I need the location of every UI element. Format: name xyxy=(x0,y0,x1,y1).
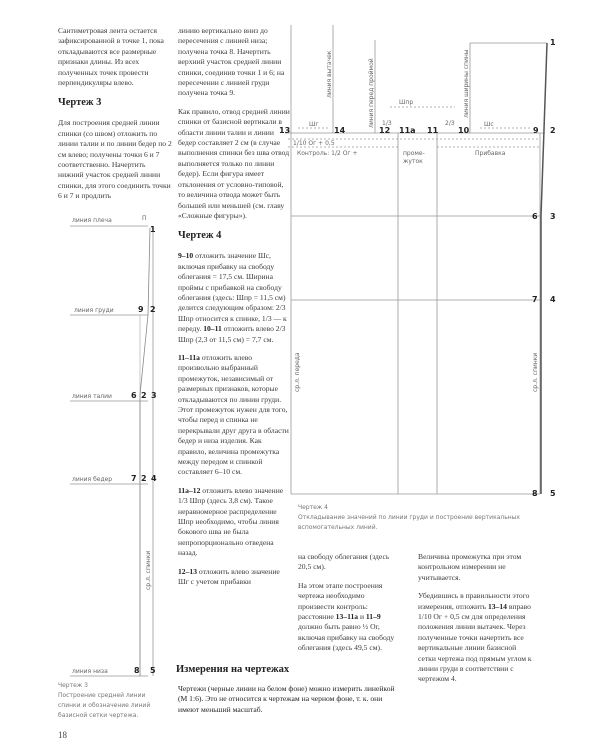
drawing-3 xyxy=(70,215,157,676)
waist-line-label: линия талии xyxy=(72,393,112,400)
point-2: 2 xyxy=(150,305,156,314)
measurements-text: Чертежи (черные линии на белом фоне) можно измерить линейкой (М 1:6). Это не относится к чертежам на черном фоне, т. к. они имеют меньший масштаб. xyxy=(178,684,395,714)
paragraph: Для построения средней линии спинки (со швом) отложить по линии талии и по линии бедер по 2 см влево; получены точки 6 и 7 соответственно. Начертить нижний участок средней линии спинки, для этого соединить точки 6 и 7 и продлить xyxy=(58,118,172,201)
point-1: 1 xyxy=(550,38,556,47)
paragraph: Сантиметровая лента остается зафиксированной в точке 1, пока откладываются все размерные признаки длины. Из всех полученных точек провести перпендикуляры влево. xyxy=(58,26,164,88)
caption-drawing-4 xyxy=(298,503,538,533)
drawing-4 xyxy=(279,25,556,498)
caption-title: Чертеж 4 xyxy=(298,504,328,511)
caption-title: Чертеж 3 xyxy=(58,682,88,689)
point-12: 12 xyxy=(379,126,391,135)
caption-drawing-3 xyxy=(58,681,163,721)
point-5: 5 xyxy=(150,666,156,675)
text: отложить влево 2/3 Шпр (2,3 от 11,5 см) = 7,7 см. xyxy=(178,324,286,344)
two-thirds-label: 2/3 xyxy=(445,120,455,127)
front-center-label: ср.л. переда xyxy=(294,352,301,392)
heading-drawing-3: Чертеж 3 xyxy=(58,97,102,109)
point-3: 3 xyxy=(550,212,556,221)
point-8: 8 xyxy=(532,489,538,498)
text: отложить значение Шс, включая прибавку на свободу облегания = 17,5 см. Ширина проймы с прибавкой на свободу облегания (здесь: Шпр = 11,5 см) делится следующим образом: 2/3 Шпр относится к спинке, 1/3 — к переду. xyxy=(178,251,287,334)
point-11: 11 xyxy=(427,126,439,135)
point-7: 7 xyxy=(532,295,538,304)
control-label: Контроль: 1/2 Ог + xyxy=(297,150,358,157)
caption-text: Откладывание значений по линии груди и построение вертикальных вспомогательных линий. xyxy=(298,514,520,531)
heading-measurements: Измерения на чертежах xyxy=(176,664,290,675)
hem-line-label: линия низа xyxy=(72,668,108,675)
darts-line-label: линия вытачек xyxy=(326,50,333,98)
point-2: 2 xyxy=(141,391,147,400)
paragraph: на свободу облегания (здесь 20,5 см). xyxy=(298,552,390,572)
one-third-label: 1/3 xyxy=(382,120,392,127)
step: 11–11а xyxy=(178,352,200,362)
step: 11–9 xyxy=(365,612,381,622)
point-10: 10 xyxy=(458,126,470,135)
back-center-label: ср.л. спинки xyxy=(145,550,152,590)
step: 12–13 xyxy=(178,566,197,576)
text: и xyxy=(358,612,366,622)
point-6: 6 xyxy=(532,212,538,221)
step: 11а–12 xyxy=(178,485,201,495)
text: вправо 1/10 Ог + 0,5 см для определения положения линии вытачек. Через полученные точки начертить все вертикальные линии базисной сетки чертежа под прямым углом к линии груди в соответствии с чертежом 4. xyxy=(418,601,532,684)
point-2: 2 xyxy=(141,474,147,483)
step: 13–11а xyxy=(335,612,359,622)
point-9: 9 xyxy=(138,305,144,314)
point-3: 3 xyxy=(151,391,157,400)
point-8: 8 xyxy=(134,666,140,675)
text: На этом этапе построения чертежа необходимо произвести контроль: расстояние xyxy=(298,580,383,622)
point-1: 1 xyxy=(150,225,156,234)
point-7: 7 xyxy=(131,474,137,483)
hip-line-label: линия бедер xyxy=(72,476,113,483)
point-5: 5 xyxy=(550,489,556,498)
text: отложить влево произвольно выбранный промежуток, независимый от размерных признаков, которые откладываются по линии груди. Этот промежуток нужен для того, чтобы перед и спинка не перекрывали друг друга в области бедер и низа изделия. Как правило, величина промежутка между передом и спинкой составляет 6–10 см. xyxy=(178,352,289,477)
step: 13–14 xyxy=(487,601,507,611)
step: 10–11 xyxy=(203,324,222,334)
p-label: П xyxy=(142,215,147,222)
text: должно быть равно ½ Ог, включая прибавку на свободу облегания (здесь 49,5 см). xyxy=(298,622,395,653)
page-number: 18 xyxy=(58,730,67,740)
step: 9–10 xyxy=(178,251,194,261)
paragraph: Как правило, отвод средней линии спинки от базисной вертикали в области линии талии и линии бедер составляет 2 см (в случае выполнения спинки без шва отвод выполняется только по линии бедер). Если фигура имеет отклонения от условно-типовой, то величина отвода может быть большей или меньшей (см. главу «Сложные фигуры»). xyxy=(178,106,290,220)
gap-label: проме- xyxy=(403,150,425,157)
text: отложить влево значение 1/3 Шпр (здесь 3,8 см). Такое неравномерное распределение Шпр необходимо, чтобы линия бокового шва не была непропорционально отведена назад. xyxy=(178,485,284,558)
armhole-front-line-label: линия перед проймой xyxy=(368,58,375,128)
shs-label: Шс xyxy=(484,121,494,128)
heading-drawing-4: Чертеж 4 xyxy=(178,230,222,242)
paragraph: Величина промежутка при этом контрольном измерении не учитывается. xyxy=(418,552,522,582)
point-14: 14 xyxy=(334,126,346,135)
text: Убедившись в правильности этого измерения, отложить xyxy=(418,591,530,611)
point-11a: 11а xyxy=(399,126,416,135)
back-width-line-label: линия ширины спины xyxy=(463,49,470,118)
shoulder-line-label: линия плеча xyxy=(72,217,112,224)
point-2: 2 xyxy=(550,126,556,135)
point-13: 13 xyxy=(279,126,291,135)
allowance-label: Прибавка xyxy=(475,150,506,157)
caption-text: Построение средней линии спинки и обозначение линий базисной сетки чертежа. xyxy=(58,692,151,719)
gap-label: жуток xyxy=(403,158,423,165)
point-4: 4 xyxy=(151,474,157,483)
paragraph: линию вертикально вниз до пересечения с линией низа; получена точка 8. Начертить верхний участок средней линии спинки, соединив точки 1 и 6; на пересечении с линией груди получена точка 9. xyxy=(178,26,285,98)
shpr-label: Шпр xyxy=(399,99,414,106)
shg-label: Шг xyxy=(309,121,319,128)
tenth-label: 1/10 Ог + 0,5 xyxy=(293,140,335,147)
back-center-label: ср.л. спинки xyxy=(532,352,539,392)
text: отложить влево значение Шг с учетом прибавки xyxy=(178,566,280,587)
point-6: 6 xyxy=(131,391,137,400)
point-9: 9 xyxy=(533,126,539,135)
point-4: 4 xyxy=(550,295,556,304)
chest-line-label: линия груди xyxy=(74,307,114,314)
